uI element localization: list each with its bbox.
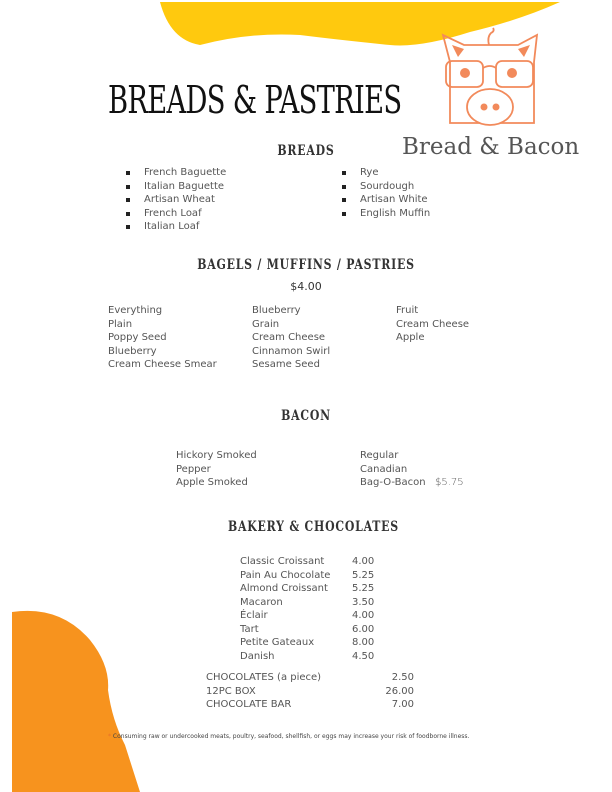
breads-right-list [342,166,430,220]
list-item: Plain [108,318,133,330]
item-name: Almond Croissant [240,583,328,594]
menu-row [206,685,414,699]
bagels-col-2 [252,304,330,372]
list-item: Bag-O-Bacon [360,477,426,488]
bagels-heading: BAGELS / MUFFINS / PASTRIES [197,257,415,273]
item-name: Tart [240,623,259,635]
item-price: 2.50 [391,672,414,683]
list-item: Cream Cheese [396,318,470,330]
list-item: French Loaf [126,207,226,221]
bacon-left-list [176,449,257,490]
footnote [108,733,469,740]
bakery-heading: BAKERY & CHOCOLATES [228,519,399,535]
list-item: Pepper [176,463,211,475]
list-item: English Muffin [342,207,430,221]
list-item: Apple Smoked [176,477,248,488]
item-name: CHOCOLATE BAR [206,699,292,710]
list-item: Hickory Smoked [176,450,257,461]
brand-name: Bread & Bacon [402,134,580,160]
list-item: Blueberry [108,345,157,357]
list-item: Artisan Wheat [126,193,226,207]
list-item: Sesame Seed [252,359,320,370]
list-item: Cream Cheese Smear [108,359,217,370]
breads-left-list [126,166,226,234]
item-name: Macaron [240,596,283,608]
menu-row [240,596,374,610]
item-name: 12PC BOX [206,685,256,697]
item-price: 5.25 [352,583,375,594]
list-item: Everything [108,305,163,316]
bag-o-bacon-price: $5.75 [435,477,464,488]
list-item: Cream Cheese [252,332,326,343]
item-price: 3.50 [352,596,375,608]
item-name: Pain Au Chocolate [240,569,331,581]
bottom-orange-shape [12,611,140,792]
menu-row [240,609,374,623]
menu-row [240,582,374,596]
list-item: Fruit [396,305,419,316]
list-item: Italian Loaf [126,220,226,234]
list-item: Sourdough [342,180,430,194]
list-item: Italian Baguette [126,180,226,194]
list-item: Rye [342,166,430,180]
item-name: Éclair [240,610,268,621]
list-item: French Baguette [126,166,226,180]
list-item: Artisan White [342,193,430,207]
menu-row [240,569,374,583]
menu-row [206,671,414,685]
menu-row [240,555,374,569]
item-price: 7.00 [391,699,414,710]
list-item: Blueberry [252,305,301,316]
list-item: Grain [252,318,280,330]
list-item: Cinnamon Swirl [252,345,331,357]
item-name: Classic Croissant [240,556,325,567]
footnote-text: Consuming raw or undercooked meats, poultry, seafood, shellfish, or eggs may increase your risk of foodborne illness. [112,733,470,740]
footnote-marker: * [108,733,111,740]
list-item: Canadian [360,463,408,475]
list-item: Apple [396,332,425,343]
menu-row [240,636,374,650]
list-item: Poppy Seed [108,332,167,343]
breads-heading: BREADS [277,143,335,159]
bagels-price: $4.00 [290,280,322,293]
page-title: BREADS & PASTRIES [108,78,402,122]
menu-row [240,650,374,664]
item-price: 4.50 [352,650,375,662]
menu-row [206,698,414,712]
item-price: 26.00 [385,685,414,697]
bacon-heading: BACON [281,408,331,424]
menu-row [240,623,374,637]
item-price: 6.00 [352,623,375,635]
bakery-list [240,555,374,663]
item-name: CHOCOLATES (a piece) [206,672,322,683]
list-item: Regular [360,450,399,461]
bagels-col-3 [396,304,469,345]
pig-with-glasses-icon [440,25,540,130]
item-name: Danish [240,650,275,662]
item-name: Petite Gateaux [240,637,315,648]
bacon-right-list [360,449,426,490]
item-price: 4.00 [352,610,375,621]
item-price: 8.00 [352,637,375,648]
bagels-col-1 [108,304,217,372]
chocolates-list [206,671,414,712]
item-price: 5.25 [352,569,375,581]
item-price: 4.00 [352,556,375,567]
